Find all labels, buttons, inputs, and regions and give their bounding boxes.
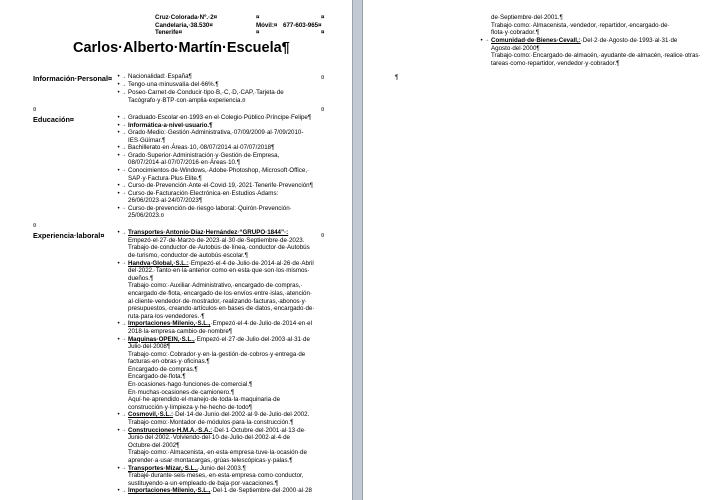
tab-mark: → bbox=[121, 260, 127, 266]
candidate-name[interactable]: Carlos·Alberto·Martín·Escuela¶ bbox=[73, 40, 290, 56]
tab-mark: → bbox=[121, 74, 127, 80]
personal-item[interactable] bbox=[117, 89, 328, 97]
experience-line[interactable]: Trabajo·como:·Almacenista,·en·esta·empresa·tuve·la·ocasión·de bbox=[128, 449, 307, 457]
bullet-mark: • bbox=[117, 81, 120, 89]
bullet-mark: • bbox=[117, 151, 120, 159]
experience-line[interactable]: flota·y·cobrador.¶ bbox=[491, 29, 540, 37]
bullet-mark: • bbox=[117, 320, 120, 328]
bullet-mark: • bbox=[117, 129, 120, 137]
education-list[interactable] bbox=[117, 114, 328, 220]
experience-line[interactable]: Trabajo·de·conductor·de·Autobús·de·línea,·conductor·de·Autobús bbox=[128, 244, 310, 252]
experience-line[interactable]: sustituyendo·a·un·empleado·de·baja·por·vacaciones.¶ bbox=[128, 479, 279, 487]
bullet-mark: • bbox=[117, 73, 120, 81]
tab-mark: → bbox=[121, 145, 127, 151]
personal-info-list[interactable] bbox=[117, 73, 328, 105]
tab-mark: → bbox=[121, 206, 127, 212]
tab-mark: → bbox=[121, 183, 127, 189]
experience-line[interactable]: tareas·como·repartidor,·vendedor·y·cobrador.¶ bbox=[491, 59, 620, 67]
experience-line[interactable]: Trabajo·como:·Auxiliar·Administrativo,·encargado·de·compras,· bbox=[128, 282, 303, 290]
tab-mark: → bbox=[121, 115, 127, 121]
education-item[interactable] bbox=[117, 121, 328, 130]
bullet-mark: • bbox=[117, 89, 120, 97]
empty-cell-mark: ¤ bbox=[33, 222, 37, 230]
section-label-personal[interactable]: Información·Personal¤ bbox=[33, 73, 113, 83]
experience-line[interactable]: En·muchas·ocasiones·de·camionero.¶ bbox=[128, 388, 235, 396]
experience-list-continued[interactable] bbox=[480, 14, 701, 67]
tab-mark: → bbox=[121, 191, 127, 197]
personal-item-text[interactable]: Poseo·Carnet·de·Conducir·tipo·B,·C,·D,·CAP,·Tarjeta·de bbox=[128, 89, 284, 97]
tab-mark: → bbox=[484, 38, 490, 44]
company-name[interactable]: Construcciones·H.M.A.·S.A.: bbox=[128, 426, 213, 434]
tab-mark: → bbox=[121, 412, 127, 418]
experience-line[interactable]: encargado·de·flota,·encargado·de·los·envíos·entre·islas,·atención· bbox=[128, 289, 313, 297]
bullet-mark: • bbox=[480, 36, 483, 44]
header-phone-label[interactable]: Móvil:¤ bbox=[256, 21, 278, 29]
experience-dates[interactable]: ·Del·2·de·Agosto·de·1993·al·31·de bbox=[580, 36, 678, 44]
education-item[interactable] bbox=[117, 189, 328, 198]
tab-mark: → bbox=[121, 465, 127, 471]
education-item-text[interactable]: Curso·de·prevención·de·riesgo·laboral:·Quirón·Prevención· bbox=[128, 204, 292, 212]
education-item-text[interactable]: Grado·Medio:·Gestión·Administrativa,·07/09/2009·al·7/09/2010- bbox=[128, 129, 304, 137]
education-item-continuation[interactable]: SAP·y·Factura·Plus·Elite.¶ bbox=[128, 174, 202, 182]
bullet-mark: • bbox=[117, 464, 120, 472]
education-item[interactable] bbox=[117, 144, 328, 152]
education-item-text[interactable]: Graduado·Escolar·en·1993·en·el·Colegio·Público·Príncipe·Felipe¶ bbox=[128, 114, 312, 122]
education-item[interactable] bbox=[117, 151, 328, 160]
personal-item-text[interactable]: Nacionalidad:·España¶ bbox=[128, 73, 192, 81]
company-name[interactable]: Comunidad·de·Bienes·Cevall,: bbox=[491, 36, 581, 44]
company-name[interactable]: Maquinas·OPEIN,·S.L., bbox=[128, 335, 195, 343]
experience-dates[interactable]: ·Del·14·de·Junio·del·2002·al·9·de·Julio·del·2002. bbox=[173, 411, 310, 419]
experience-entry-heading[interactable] bbox=[117, 229, 328, 237]
section-label-experience[interactable]: Experiencia·laboral¤ bbox=[33, 231, 105, 240]
experience-line[interactable]: de·turismo,·conductor·de·autobús·escolar.¶ bbox=[128, 251, 248, 259]
bullet-mark: • bbox=[117, 259, 120, 267]
experience-line[interactable]: 2018·la·empresa·cambio·de·nombre¶ bbox=[128, 327, 233, 335]
experience-line[interactable]: En·ocasiones·hago·funciones·de·comercial.¶ bbox=[128, 381, 253, 389]
education-item[interactable] bbox=[117, 182, 328, 190]
empty-cell-mark: ¤ bbox=[321, 29, 325, 37]
education-item-continuation[interactable]: 26/06/2023·al·24/07/2023¶ bbox=[128, 197, 203, 205]
bullet-mark: • bbox=[117, 204, 120, 212]
experience-line[interactable]: Agosto·del·2000¶ bbox=[491, 44, 540, 52]
experience-line[interactable]: Encargado·de·compras.¶ bbox=[128, 365, 198, 373]
personal-item[interactable] bbox=[117, 73, 328, 81]
experience-line[interactable]: Trabajo·como:·Montador·de·módulos·para·la·construcción.¶ bbox=[128, 419, 294, 427]
education-item[interactable] bbox=[117, 167, 328, 175]
experience-line[interactable]: Trabajé·durante·seis·meses,·en·esta·empresa·como·conductor, bbox=[128, 472, 304, 480]
education-item-continuation[interactable]: IES·Güímar.¶ bbox=[128, 136, 166, 144]
experience-line[interactable]: Julio·del·2008¶ bbox=[128, 343, 171, 351]
experience-entry-heading[interactable] bbox=[480, 36, 691, 45]
bullet-mark: • bbox=[117, 121, 120, 129]
experience-line[interactable]: Trabajo·como:·Encargado·de·almacén,·ayudante·de·almacén,·realice·otras· bbox=[491, 52, 701, 60]
document-page-2[interactable] bbox=[362, 0, 715, 500]
experience-line[interactable]: Junio·del·2002.·Volviendo·del·10·de·Julio·del·2002·al·4·de bbox=[128, 434, 291, 442]
tab-mark: → bbox=[121, 336, 127, 342]
education-item[interactable] bbox=[117, 114, 328, 122]
header-address-line-2[interactable]: Candelaria,·38.530¤ bbox=[155, 21, 213, 29]
company-name[interactable]: Transportes·Mizar,·S.L., bbox=[128, 464, 198, 472]
experience-line[interactable]: construcción·y·limpieza·y·he·hecho·de·todo¶ bbox=[128, 403, 253, 411]
bullet-mark: • bbox=[117, 182, 120, 190]
experience-entry-heading[interactable] bbox=[117, 464, 328, 473]
company-name[interactable]: Importaciones·Milenio,·S.L., bbox=[128, 487, 211, 495]
education-item-text[interactable]: Informática·a·nivel·usuario.¶ bbox=[128, 121, 213, 129]
experience-dates[interactable]: ·Junio·del·2003.¶ bbox=[197, 464, 246, 472]
bullet-mark: • bbox=[117, 144, 120, 152]
experience-list[interactable] bbox=[117, 229, 328, 495]
tab-mark: → bbox=[121, 428, 127, 434]
tab-mark: → bbox=[121, 321, 127, 327]
education-item-text[interactable]: Conocimientos·de·Windows,·Adobe·Photoshop,·Microsoft·Office,· bbox=[128, 167, 310, 175]
bullet-mark: • bbox=[117, 487, 120, 495]
education-item-text[interactable]: Bachillerato·en·Áreas·10,·08/07/2014·al·07/07/2018¶ bbox=[128, 144, 275, 152]
empty-cell-mark: ¤ bbox=[33, 106, 37, 114]
company-name[interactable]: Importaciones·Milenio,·S.L., bbox=[128, 320, 211, 328]
experience-dates[interactable]: ·Empezó·el·27·de·Julio·del·2003·al·31·de bbox=[194, 335, 310, 343]
empty-cell-mark: ¤ bbox=[321, 14, 325, 22]
paragraph-mark: ¶ bbox=[395, 74, 399, 82]
experience-dates[interactable]: ·Del·1·de·Septiembre·del·2000·al·28 bbox=[210, 487, 312, 495]
bullet-mark: • bbox=[117, 411, 120, 419]
header-phone-value[interactable]: 677-603-965¤ bbox=[283, 21, 322, 29]
empty-cell-mark: ¤ bbox=[256, 14, 260, 22]
experience-dates[interactable]: ·Empezó·el·4·de·Julio·de·2014·en·el bbox=[210, 320, 312, 328]
experience-line[interactable]: Aquí·he·aprendido·el·manejo·de·toda·la·maquinaria·de bbox=[128, 396, 281, 404]
experience-entry-heading[interactable] bbox=[117, 335, 328, 344]
personal-item-text[interactable]: Tengo·una·minusvalía·del·66%.¶ bbox=[128, 81, 219, 89]
experience-line[interactable]: Trabajo·como:·Cobrador·y·en·la·gestión·de·cobros·y·entrega·de bbox=[128, 350, 306, 358]
experience-line[interactable]: Empezó·el·27·de·Marzo·de·2023·al·30·de·Septiembre·de·2023. bbox=[128, 236, 305, 244]
empty-cell-mark: ¤ bbox=[256, 29, 260, 37]
tab-mark: → bbox=[121, 90, 127, 96]
row-end-mark: ¤ bbox=[321, 74, 325, 82]
experience-entry-heading[interactable] bbox=[117, 411, 328, 419]
bullet-mark: • bbox=[117, 229, 120, 237]
experience-line[interactable]: del·2022.·Tanto·en·la·anterior·como·en·esta·que·son·los·mismos· bbox=[128, 267, 310, 275]
row-end-mark: ¤ bbox=[321, 232, 325, 240]
tab-mark: → bbox=[121, 168, 127, 174]
tab-mark: → bbox=[121, 123, 127, 129]
personal-item[interactable] bbox=[117, 81, 328, 89]
experience-dates[interactable]: ·Empezó·el·4·de·Julio·de·2014·al·26·de·Abril bbox=[188, 259, 314, 267]
section-label-education[interactable]: Educación¤ bbox=[33, 114, 74, 124]
company-name[interactable]: Cosmovil,·S.L.: bbox=[128, 411, 174, 419]
education-item-text[interactable]: Curso·de·Prevención·Ante·el·Covid·19,·2021·Tenerife·Prevención¶ bbox=[128, 182, 313, 190]
experience-line[interactable]: Trabajo·como:·Almacenista,·vendedor,·repartidor,·encargado·de· bbox=[491, 21, 670, 29]
company-name[interactable]: Transportes·Antonio·Díaz·Hernández·“GRUPO·1844”·: bbox=[128, 229, 289, 237]
header-address-line-3[interactable]: Tenerife¤ bbox=[155, 29, 183, 37]
bullet-mark: • bbox=[117, 335, 120, 343]
experience-entry-heading[interactable] bbox=[117, 320, 328, 328]
education-item-text[interactable]: Curso·de·Facturación·Electrónica·en·Estudios·Adams: bbox=[128, 189, 279, 197]
tab-mark: → bbox=[121, 488, 127, 494]
personal-item-continuation[interactable]: Tacógrafo·y·BTP·con·amplia·experiencia.¤ bbox=[128, 97, 246, 105]
education-item-continuation[interactable]: 08/07/2014·al·07/07/2016·en·Áreas·10.¶ bbox=[128, 159, 241, 167]
bullet-mark: • bbox=[117, 114, 120, 122]
bullet-mark: • bbox=[117, 167, 120, 175]
experience-dates[interactable]: ·Del·1·Octubre·del·2001·al·13·de· bbox=[212, 426, 307, 434]
row-end-mark: ¤ bbox=[321, 106, 325, 114]
bullet-mark: • bbox=[117, 426, 120, 434]
experience-entry-heading[interactable] bbox=[117, 487, 328, 495]
experience-line[interactable]: dueños.¶ bbox=[128, 274, 154, 282]
tab-mark: → bbox=[121, 153, 127, 159]
education-item-text[interactable]: Grado·Superior·Administración·y·Gestión·de·Empresa, bbox=[128, 151, 280, 159]
experience-line[interactable]: al·cliente·vendedor·de·mostrador,·realizando·facturas,·abonos·y· bbox=[128, 297, 307, 305]
education-item-continuation[interactable]: 25/06/2023.¤ bbox=[128, 212, 165, 220]
experience-line[interactable]: aprender·a·usar·montacargas,·grúas·telescópicas·y·palas.¶ bbox=[128, 457, 293, 464]
education-item[interactable] bbox=[117, 204, 328, 213]
experience-line[interactable]: presupuestos,·creando·artículos·en·bases·de·datos,·encargado·de· bbox=[128, 305, 315, 313]
experience-entry-heading[interactable] bbox=[117, 259, 328, 268]
tab-mark: → bbox=[121, 82, 127, 88]
bullet-mark: • bbox=[117, 189, 120, 197]
experience-line[interactable]: de·Septiembre·del·2001.¶ bbox=[491, 14, 563, 22]
experience-line[interactable]: Octubre·del·2002¶ bbox=[128, 441, 180, 449]
experience-entry-heading[interactable] bbox=[117, 426, 328, 435]
tab-mark: → bbox=[121, 230, 127, 236]
experience-line[interactable]: facturas·en·obras·y·oficinas.¶ bbox=[128, 358, 210, 366]
header-address-line-1[interactable]: Cruz·Colorada·Nº.·2¤ bbox=[155, 14, 218, 22]
experience-line[interactable]: ruta·para·los·vendedores.·¶ bbox=[128, 312, 205, 320]
company-name[interactable]: Handva·Global,·S.L.: bbox=[128, 259, 189, 267]
education-item[interactable] bbox=[117, 129, 328, 137]
tab-mark: → bbox=[121, 130, 127, 136]
experience-line[interactable]: Encargado·de·flota.¶ bbox=[128, 373, 186, 381]
